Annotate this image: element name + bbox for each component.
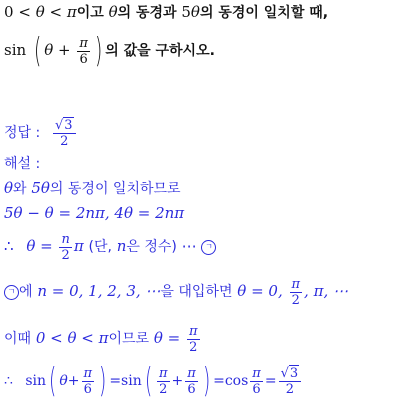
math-lt: <: [49, 3, 63, 21]
frac-num: √3: [279, 366, 302, 382]
frac-den: 6: [187, 381, 196, 397]
paren-open: (: [49, 361, 57, 401]
solution-line-5: [4, 320, 202, 356]
frac-num: π: [187, 365, 196, 381]
math-eq: =: [264, 373, 277, 389]
solution-text: 이므로: [108, 331, 150, 347]
solution-text: 을 대입하면: [160, 284, 233, 300]
frac-den: 6: [79, 51, 88, 67]
frac-den: 6: [252, 381, 261, 397]
math-expression: 5θ − θ = 2nπ, 4θ = 2nπ: [4, 204, 185, 222]
math-sin: sin: [25, 373, 47, 389]
paren-close: ): [202, 361, 211, 401]
solution-line-3: [4, 228, 216, 264]
math-plus: +: [67, 373, 80, 389]
solution-text: 은 정수): [126, 239, 177, 255]
math-lt: <: [18, 3, 31, 21]
frac-num: π: [159, 365, 168, 381]
solution-line-1: [4, 178, 181, 199]
fraction-pi-over-6: [185, 366, 198, 397]
fraction-pi-over-2: [290, 277, 303, 308]
circled-label-icon: ㄱ: [4, 285, 19, 300]
radicand: 3: [289, 365, 299, 381]
problem-text: 이고: [76, 5, 104, 21]
radicand: 3: [64, 117, 73, 133]
math-eq: =: [109, 373, 122, 389]
frac-num: n: [61, 231, 70, 247]
math-n-values: n = 0, 1, 2, 3, ⋯: [37, 282, 161, 300]
paren-open: (: [33, 31, 42, 71]
frac-num: π: [291, 276, 301, 292]
math-plus: +: [171, 373, 184, 389]
math-theta: θ: [35, 3, 45, 21]
frac-den: 6: [83, 381, 92, 397]
solution-text: 의 동경이 일치하므로: [49, 181, 181, 197]
solution-label: [4, 153, 40, 174]
answer-label: 정답 :: [4, 125, 41, 141]
therefore-symbol: ∴: [4, 237, 14, 255]
math-n: n: [116, 237, 127, 255]
math-five: 5: [181, 3, 191, 21]
therefore-symbol: ∴: [4, 373, 13, 389]
math-rest: , π, ⋯: [304, 282, 348, 300]
math-theta: θ: [44, 41, 54, 59]
solution-line-6: [4, 362, 303, 400]
solution-text: 와: [13, 181, 27, 197]
math-pi: π: [73, 237, 84, 255]
solution-line-2: [4, 203, 184, 223]
math-theta: θ: [59, 373, 68, 389]
frac-den: 2: [285, 381, 294, 397]
fraction-pi-over-2: [157, 366, 170, 397]
paren-close: ): [99, 361, 107, 401]
math-eq: =: [213, 373, 225, 389]
math-plus: +: [58, 41, 71, 59]
math-sin: sin: [121, 373, 142, 389]
solution-text: 이때: [4, 331, 32, 347]
fraction-sqrt3-over-2: [279, 366, 302, 397]
math-zero: 0: [4, 3, 14, 21]
fraction-pi-over-6: [250, 366, 263, 397]
math-inequality: 0 < θ < π: [35, 329, 109, 347]
math-theta: θ: [190, 3, 200, 21]
problem-text: 의 동경이 일치할 때,: [199, 5, 329, 21]
math-sin: sin: [4, 41, 27, 59]
frac-num: π: [83, 365, 93, 381]
ellipsis: ⋯: [181, 237, 197, 255]
paren-close: ): [94, 31, 103, 71]
frac-den: 2: [291, 292, 300, 308]
math-theta-eq: θ =: [153, 329, 181, 347]
frac-den: 2: [61, 247, 70, 263]
frac-den: 2: [60, 133, 69, 149]
problem-line-1: [4, 2, 328, 23]
frac-den: 2: [159, 381, 168, 397]
math-theta-eq: θ =: [26, 237, 53, 255]
circled-label-icon: ㄱ: [201, 240, 216, 255]
frac-num: π: [252, 365, 261, 381]
fraction-pi-over-6: [82, 366, 95, 397]
fraction-pi-over-2: [187, 324, 200, 355]
math-theta: θ: [4, 179, 14, 197]
frac-num: √3: [53, 118, 76, 134]
math-theta: θ: [108, 3, 118, 21]
math-pi: π: [66, 3, 77, 21]
frac-num: π: [79, 35, 88, 51]
problem-line-2: [4, 31, 215, 71]
answer-line: [4, 114, 78, 150]
math-theta-eq: θ = 0,: [237, 282, 283, 300]
fraction-pi-over-6: [77, 36, 90, 67]
math-five-theta: 5θ: [31, 179, 50, 197]
frac-den: 2: [189, 339, 198, 355]
problem-text: 의 값을 구하시오.: [105, 43, 215, 59]
solution-text: (단,: [88, 239, 112, 255]
paren-open: (: [144, 361, 153, 401]
fraction-n-over-2: [59, 232, 71, 263]
solution-line-4: [4, 273, 348, 309]
solution-text: 에: [19, 284, 33, 300]
answer-fraction: [53, 118, 76, 149]
solution-label-text: 해설 :: [4, 156, 41, 172]
math-cos: cos: [224, 373, 249, 389]
problem-text: 의 동경과: [117, 5, 177, 21]
frac-num: π: [189, 323, 198, 339]
